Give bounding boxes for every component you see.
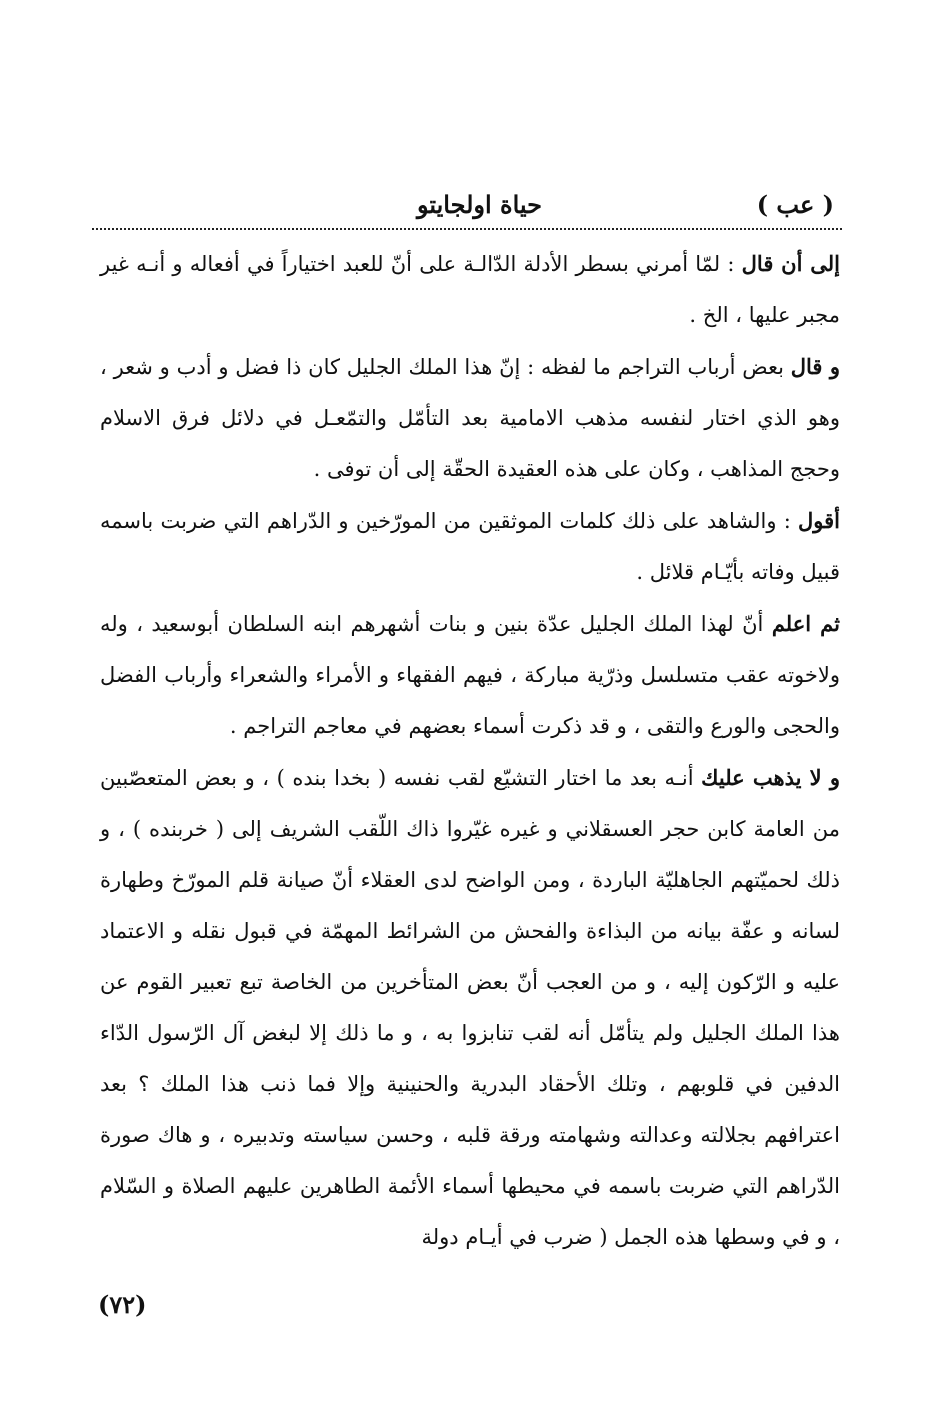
paragraph (100, 238, 840, 341)
paragraph-lead: و قال (790, 354, 840, 379)
paragraph-text: : والشاهد على ذلك كلمات الموثقين من المورّخين و الدّراهم التي ضربت باسمه قبيل وفاته بأيّـام قلائل . (100, 509, 840, 584)
paragraph-text: بعض أرباب التراجم ما لفظه : إنّ هذا الملك الجليل كان ذا فضل و أدب و شعر ، وهو الذي اختار لنفسه مذهب الامامية بعد التأمّل والتمّعـل في دلائل فرق الاسلام وحجج المذاهب ، وكان على هذه العقيدة الحقّة إلى أن توفى . (100, 355, 840, 481)
paragraph-lead: و لا يذهب عليك (701, 765, 840, 790)
paragraph (100, 598, 840, 752)
paragraph-text: أنّ لهذا الملك الجليل عدّة بنين و بنات أشهرهم ابنه السلطان أبوسعيد ، وله ولاخوته عقب متسلسل وذرّية مباركة ، فيهم الفقهاء و الأمراء والشعراء وأرباب الفضل والحجى والورع والتقى ، و قد ذكرت أسماء بعضهم في معاجم التراجم . (100, 612, 840, 738)
paragraph-lead: أقول (798, 508, 840, 533)
body-text (100, 238, 840, 1263)
page-number: (٧٢) (98, 1290, 147, 1319)
paragraph-text: : لمّا أمرني بسطر الأدلة الدّالـة على أنّ للعبد اختياراً في أفعاله و أنـه غير مجبر عليها ، الخ . (100, 252, 840, 327)
paragraph (100, 495, 840, 598)
paragraph-lead: إلى أن قال (741, 251, 840, 276)
paragraph-lead: ثم اعلم (771, 611, 840, 636)
paragraph-text: أنـه بعد ما اختار التشيّع لقب نفسه ( بخدا بنده ) ، و بعض المتعصّبين من العامة كابن حجر العسقلاني و غيره غيّروا ذاك اللّقب الشريف إلى ( خربنده ) ، و ذلك لحميّتهم الجاهليّة الباردة ، ومن الواضح لدى العقلاء أنّ صيانة قلم المورّخ وطهارة لسانه و عفّة بيانه من البذاءة والفحش من الشرائط المهمّة في قبول نقله و الاعتماد عليه و الرّكون إليه ، و من العجب أنّ بعض المتأخرين من الخاصة تبع تعبير القوم عن هذا الملك الجليل ولم يتأمّل أنه لقب تنابزوا به ، و ما ذلك إلا لبغض آل الرّسول الدّاء الدفين في قلوبهم ، وتلك الأحقاد البدرية والحنينية وإلا فما ذنب هذا الملك ؟ بعد اعترافهم بجلالته وعدالته وشهامته ورقة قلبه ، وحسن سياسته وتدبيره ، و هاك صورة الدّراهم التي ضربت باسمه في محيطها أسماء الأئمة الطاهرين عليهم الصلاة و السّلام ، و في وسطها هذه الجمل ( ضرب في أيـام دولة (100, 766, 840, 1249)
header-page-code: ( عب ) (756, 190, 834, 219)
page-header (92, 186, 842, 230)
running-title: حياة اولجايتو (416, 190, 542, 219)
header-divider (92, 228, 842, 230)
paragraph (100, 341, 840, 495)
paragraph (100, 752, 840, 1263)
